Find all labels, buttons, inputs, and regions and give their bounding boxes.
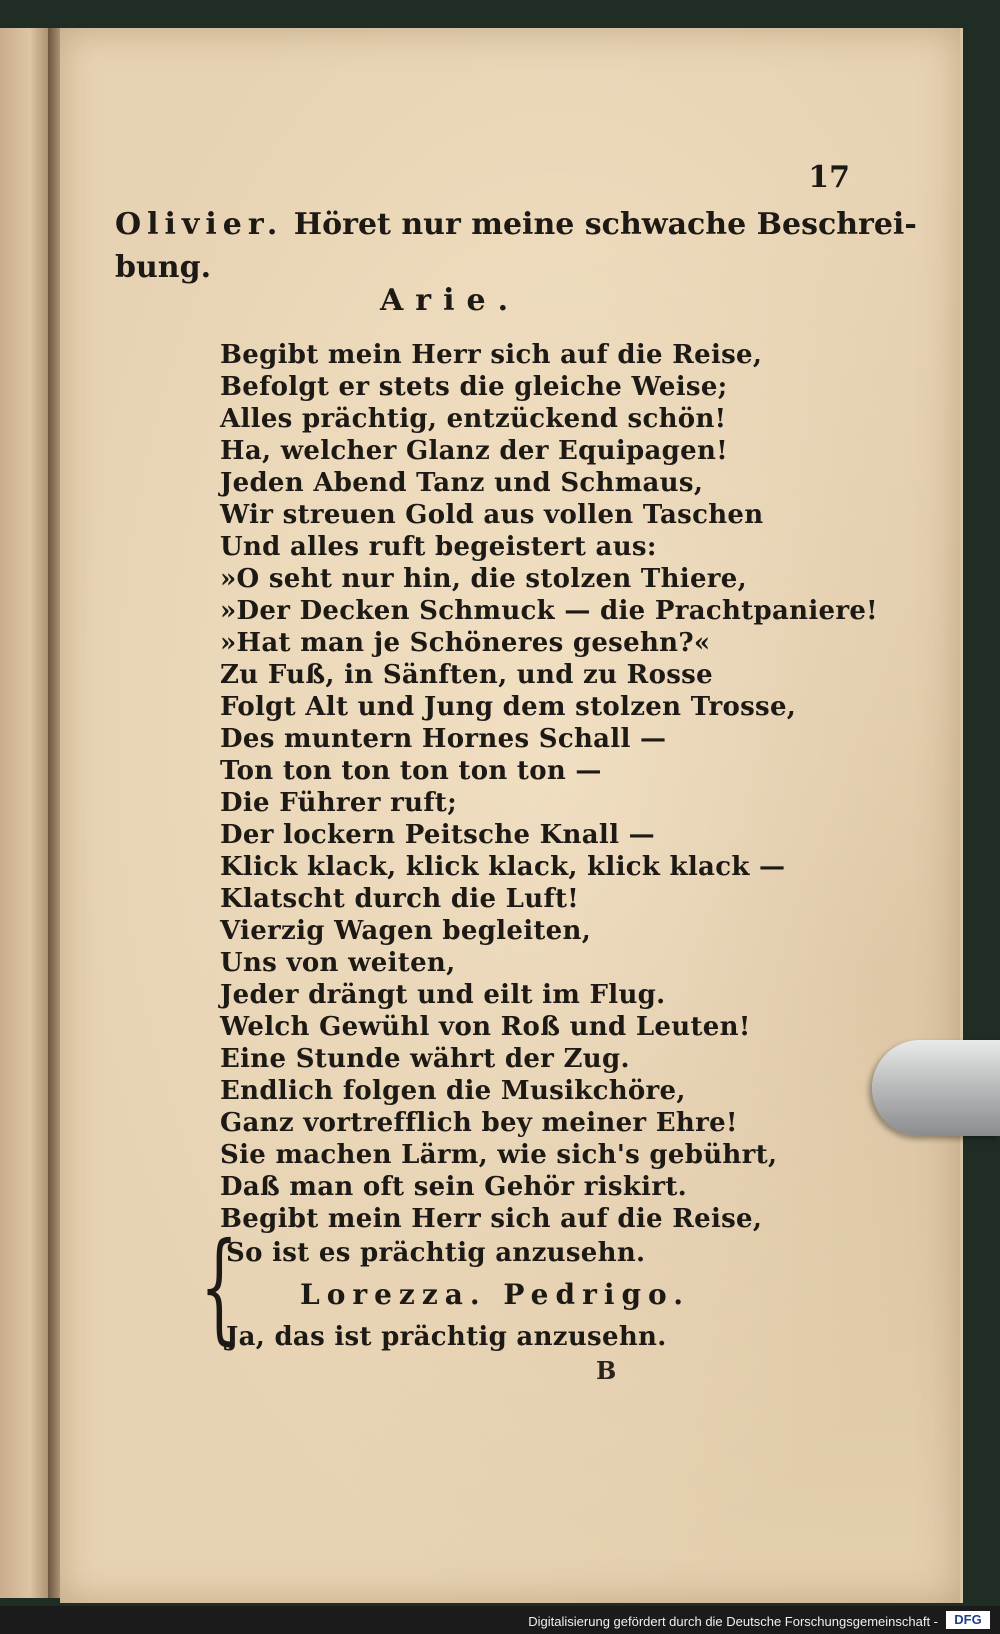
page-clip-holder — [872, 1040, 1000, 1136]
verse-line: Begibt mein Herr sich auf die Reise, — [220, 1204, 763, 1234]
page-number: 17 — [808, 160, 850, 195]
speaker-text: Höret nur meine schwache Beschrei- — [293, 207, 917, 242]
verse-line: So ist es prächtig anzusehn. — [226, 1238, 646, 1268]
verse-line: Klatscht durch die Luft! — [220, 884, 579, 914]
digitization-credit: Digitalisierung gefördert durch die Deutsche Forschungsgemeinschaft - — [528, 1614, 938, 1629]
footer-bar — [0, 1606, 1000, 1634]
verse-line: »O seht nur hin, die stolzen Thiere, — [220, 564, 747, 594]
verse-line: Der lockern Peitsche Knall — — [220, 820, 655, 850]
verse-line: Ganz vortrefflich bey meiner Ehre! — [220, 1108, 738, 1138]
duet-speakers: Lorezza. Pedrigo. — [300, 1278, 690, 1311]
curly-brace-mark: { — [200, 1218, 239, 1357]
duet-line: Ja, das ist prächtig anzusehn. — [226, 1322, 667, 1352]
verse-line: Eine Stunde währt der Zug. — [220, 1044, 630, 1074]
speaker-line — [115, 207, 917, 242]
previous-page-edge — [0, 28, 52, 1598]
verse-line: Und alles ruft begeistert aus: — [220, 532, 657, 562]
verse-line: Ton ton ton ton ton ton — — [220, 756, 602, 786]
speaker-text-continuation: bung. — [115, 250, 212, 285]
verse-line: Folgt Alt und Jung dem stolzen Trosse, — [220, 692, 797, 722]
verse-line: Welch Gewühl von Roß und Leuten! — [220, 1012, 751, 1042]
show-through-texture — [120, 258, 900, 266]
verse-line: Ha, welcher Glanz der Equipagen! — [220, 436, 728, 466]
verse-line: Klick klack, klick klack, klick klack — — [220, 852, 786, 882]
verse-line: »Der Decken Schmuck — die Prachtpaniere! — [220, 596, 878, 626]
verse-line: Daß man oft sein Gehör riskirt. — [220, 1172, 688, 1202]
verse-line: »Hat man je Schöneres gesehn?« — [220, 628, 711, 658]
verse-line: Jeder drängt und eilt im Flug. — [220, 980, 666, 1010]
verse-line: Die Führer ruft; — [220, 788, 458, 818]
verse-line: Sie machen Lärm, wie sich's gebührt, — [220, 1140, 778, 1170]
dfg-logo-icon: DFG — [946, 1611, 990, 1629]
catchword: B — [596, 1356, 617, 1385]
verse-line: Alles prächtig, entzückend schön! — [220, 404, 727, 434]
verse-line: Wir streuen Gold aus vollen Taschen — [220, 500, 764, 530]
verse-line: Endlich folgen die Musikchöre, — [220, 1076, 686, 1106]
verse-line: Befolgt er stets die gleiche Weise; — [220, 372, 728, 402]
verse-line: Zu Fuß, in Sänften, und zu Rosse — [220, 660, 713, 690]
aria-heading: Arie. — [380, 283, 521, 318]
verse-line: Vierzig Wagen begleiten, — [220, 916, 592, 946]
verse-line: Begibt mein Herr sich auf die Reise, — [220, 340, 763, 370]
verse-line: Uns von weiten, — [220, 948, 456, 978]
verse-line: Des muntern Hornes Schall — — [220, 724, 667, 754]
verse-line: Jeden Abend Tanz und Schmaus, — [220, 468, 704, 498]
speaker-name: Olivier. — [115, 207, 284, 242]
